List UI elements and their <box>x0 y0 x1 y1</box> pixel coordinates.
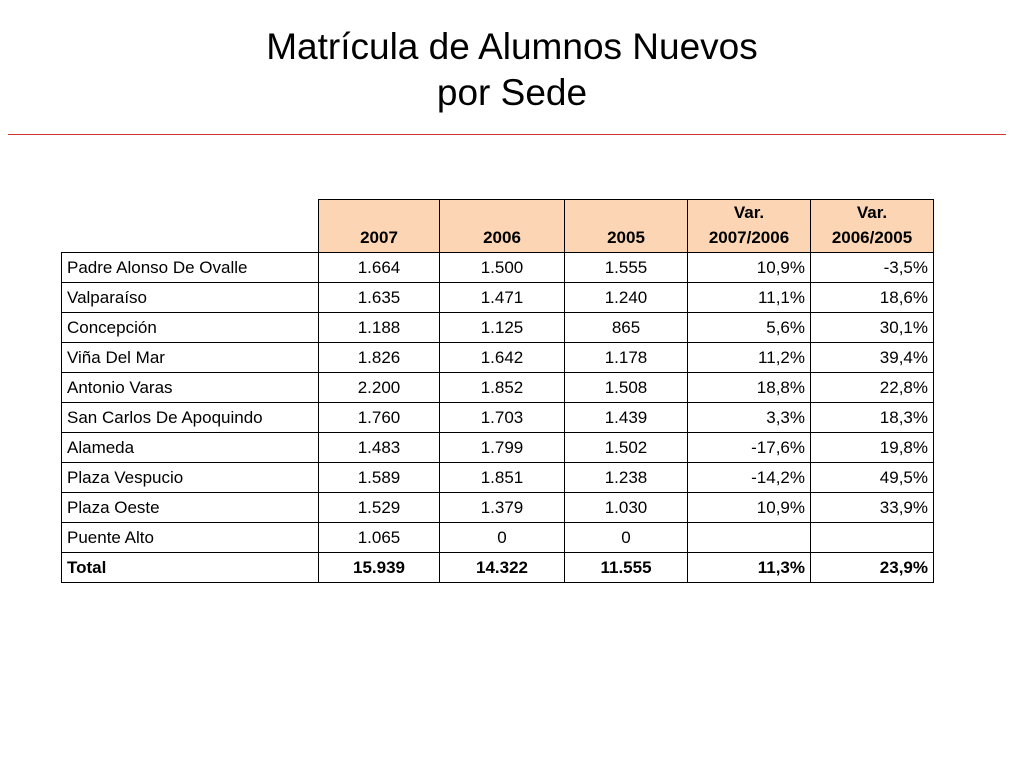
site-name-cell: Alameda <box>62 433 319 463</box>
value-2006-cell: 1.500 <box>440 253 565 283</box>
site-name-cell: Plaza Vespucio <box>62 463 319 493</box>
value-2006-cell: 0 <box>440 523 565 553</box>
value-2006-cell: 1.642 <box>440 343 565 373</box>
value-2006-cell: 1.799 <box>440 433 565 463</box>
value-2005-cell: 1.439 <box>565 403 688 433</box>
site-name-cell: Valparaíso <box>62 283 319 313</box>
value-2007-cell: 1.483 <box>319 433 440 463</box>
var-2006-2005-cell: 18,3% <box>811 403 934 433</box>
table-row <box>62 523 934 553</box>
value-2006-cell: 1.379 <box>440 493 565 523</box>
site-name-cell: Concepción <box>62 313 319 343</box>
var-2006-2005-cell: 39,4% <box>811 343 934 373</box>
header-var1-line1: Var. <box>733 203 765 222</box>
site-name-cell: Plaza Oeste <box>62 493 319 523</box>
value-2007-cell: 1.664 <box>319 253 440 283</box>
header-2007: 2007 <box>319 200 440 253</box>
var-2007-2006-cell: 11,1% <box>688 283 811 313</box>
value-2006-cell: 1.471 <box>440 283 565 313</box>
title-line-1: Matrícula de Alumnos Nuevos <box>266 26 758 67</box>
value-2006-cell: 14.322 <box>440 553 565 583</box>
total-row <box>62 553 934 583</box>
table-body <box>62 253 934 583</box>
site-name-cell: Antonio Varas <box>62 373 319 403</box>
header-var-2007-2006 <box>688 200 811 253</box>
var-2006-2005-cell: 18,6% <box>811 283 934 313</box>
var-2006-2005-cell: 19,8% <box>811 433 934 463</box>
header-2006: 2006 <box>440 200 565 253</box>
table-row <box>62 403 934 433</box>
value-2007-cell: 1.065 <box>319 523 440 553</box>
value-2007-cell: 2.200 <box>319 373 440 403</box>
value-2006-cell: 1.852 <box>440 373 565 403</box>
value-2007-cell: 1.760 <box>319 403 440 433</box>
title-line-2: por Sede <box>436 72 588 113</box>
var-2007-2006-cell: 18,8% <box>688 373 811 403</box>
header-var2-line1: Var. <box>856 203 888 222</box>
title-divider <box>8 134 1006 135</box>
site-name-cell: Puente Alto <box>62 523 319 553</box>
var-2006-2005-cell: 22,8% <box>811 373 934 403</box>
value-2005-cell: 865 <box>565 313 688 343</box>
var-2007-2006-cell: -17,6% <box>688 433 811 463</box>
var-2006-2005-cell: -3,5% <box>811 253 934 283</box>
value-2005-cell: 11.555 <box>565 553 688 583</box>
header-var2-line2: 2006/2005 <box>831 228 913 247</box>
var-2007-2006-cell: 11,2% <box>688 343 811 373</box>
value-2005-cell: 1.240 <box>565 283 688 313</box>
var-2007-2006-cell: 5,6% <box>688 313 811 343</box>
var-2006-2005-cell <box>811 523 934 553</box>
table-row <box>62 433 934 463</box>
var-2006-2005-cell: 30,1% <box>811 313 934 343</box>
site-name-cell: Total <box>62 553 319 583</box>
var-2007-2006-cell: 11,3% <box>688 553 811 583</box>
var-2006-2005-cell: 49,5% <box>811 463 934 493</box>
header-var1-line2: 2007/2006 <box>708 228 790 247</box>
value-2005-cell: 1.508 <box>565 373 688 403</box>
value-2005-cell: 0 <box>565 523 688 553</box>
var-2007-2006-cell <box>688 523 811 553</box>
value-2005-cell: 1.555 <box>565 253 688 283</box>
value-2007-cell: 1.529 <box>319 493 440 523</box>
value-2005-cell: 1.502 <box>565 433 688 463</box>
table-row <box>62 343 934 373</box>
var-2007-2006-cell: -14,2% <box>688 463 811 493</box>
table-row <box>62 283 934 313</box>
site-name-cell: Viña Del Mar <box>62 343 319 373</box>
value-2005-cell: 1.238 <box>565 463 688 493</box>
table-row <box>62 463 934 493</box>
site-name-cell: San Carlos De Apoquindo <box>62 403 319 433</box>
var-2007-2006-cell: 10,9% <box>688 253 811 283</box>
var-2006-2005-cell: 33,9% <box>811 493 934 523</box>
table-header-row <box>62 200 934 253</box>
site-name-cell: Padre Alonso De Ovalle <box>62 253 319 283</box>
table-row <box>62 373 934 403</box>
value-2005-cell: 1.030 <box>565 493 688 523</box>
value-2007-cell: 1.589 <box>319 463 440 493</box>
value-2007-cell: 1.826 <box>319 343 440 373</box>
value-2007-cell: 1.188 <box>319 313 440 343</box>
header-var-2006-2005 <box>811 200 934 253</box>
value-2007-cell: 1.635 <box>319 283 440 313</box>
value-2007-cell: 15.939 <box>319 553 440 583</box>
value-2005-cell: 1.178 <box>565 343 688 373</box>
var-2006-2005-cell: 23,9% <box>811 553 934 583</box>
header-2005: 2005 <box>565 200 688 253</box>
var-2007-2006-cell: 10,9% <box>688 493 811 523</box>
header-blank-cell <box>62 200 319 253</box>
page-title <box>0 24 1024 116</box>
var-2007-2006-cell: 3,3% <box>688 403 811 433</box>
value-2006-cell: 1.125 <box>440 313 565 343</box>
table-row <box>62 313 934 343</box>
value-2006-cell: 1.851 <box>440 463 565 493</box>
value-2006-cell: 1.703 <box>440 403 565 433</box>
table-row <box>62 493 934 523</box>
table-row <box>62 253 934 283</box>
enrollment-table <box>61 199 934 583</box>
